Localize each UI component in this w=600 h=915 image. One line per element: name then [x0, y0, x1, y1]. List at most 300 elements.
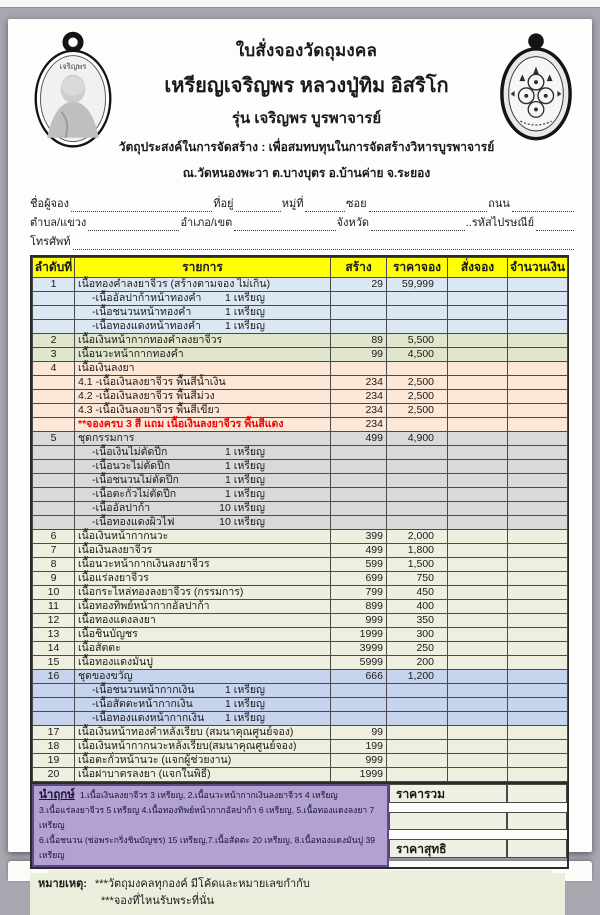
item-name: เนื้อแร่ลงยาจีวร	[78, 572, 149, 584]
row-number-cell	[33, 418, 75, 432]
first-batch-box	[32, 784, 389, 867]
table-row	[33, 320, 568, 334]
row-price-cell	[387, 516, 448, 530]
row-made-cell: 29	[331, 278, 387, 292]
road-label: ถนน	[488, 198, 510, 210]
row-amount-cell	[508, 334, 568, 348]
row-made-cell: 399	[331, 530, 387, 544]
notes-block	[30, 873, 565, 915]
phone-field	[73, 238, 574, 250]
row-number-cell	[33, 446, 75, 460]
row-order-cell	[448, 320, 508, 334]
row-price-cell: 250	[387, 642, 448, 656]
row-order-cell	[448, 642, 508, 656]
row-amount-cell	[508, 768, 568, 782]
item-name: เนื้อทองแดงมันปู	[78, 656, 153, 668]
row-item-cell	[75, 488, 331, 502]
batch-line-2: 3.เนื้อแร่ลงยาจีวร 5 เหรียญ 4.เนื้อทองทิพย์หน้ากากอัลปาก้า 6 เหรียญ, 5.เนื้อทองแดงลงยา 7 เหรียญ	[39, 805, 375, 830]
row-made-cell: 99	[331, 348, 387, 362]
note-line-2: ***จองที่ไหนรับพระที่นั่น	[101, 895, 215, 907]
row-price-cell: 4,500	[387, 348, 448, 362]
row-order-cell	[448, 404, 508, 418]
item-count: 1 เหรียญ	[224, 684, 265, 696]
item-name: -เนื้ออัลปาก้า	[92, 502, 151, 514]
item-name: -เนื้อทองแดงหน้ากากเงิน	[92, 712, 205, 724]
table-row	[33, 334, 568, 348]
row-price-cell	[387, 502, 448, 516]
row-item-cell	[75, 698, 331, 712]
province-field	[371, 219, 465, 231]
row-order-cell	[448, 544, 508, 558]
row-number-cell	[33, 404, 75, 418]
row-number-cell: 17	[33, 726, 75, 740]
form-title: ใบสั่งจองวัดถุมงคล	[235, 41, 378, 60]
row-number-cell	[33, 698, 75, 712]
row-made-cell: 234	[331, 390, 387, 404]
row-item-cell	[75, 754, 331, 768]
item-name: เนื้อทองทิพย์หน้ากากอัลปาก้า	[78, 600, 210, 612]
row-number-cell: 9	[33, 572, 75, 586]
row-amount-cell	[508, 432, 568, 446]
table-row	[33, 404, 568, 418]
row-made-cell	[331, 306, 387, 320]
row-price-cell	[387, 768, 448, 782]
batch-label: นำฤกษ์	[39, 789, 75, 801]
row-order-cell	[448, 754, 508, 768]
row-item-cell	[75, 376, 331, 390]
row-order-cell	[448, 684, 508, 698]
row-item-cell	[75, 362, 331, 376]
row-order-cell	[448, 446, 508, 460]
item-name: เนื้อเงินหน้ากากนวะหลังเรียบ(สมนาคุณศูนย์จอง)	[78, 740, 297, 752]
item-name: เนื้อฝาบาตรลงยา (แจกในพิธี)	[78, 768, 211, 780]
item-count: 1 เหรียญ	[224, 446, 265, 458]
table-row	[33, 544, 568, 558]
monk-portrait-medal	[30, 29, 116, 156]
row-order-cell	[448, 628, 508, 642]
row-amount-cell	[508, 362, 568, 376]
item-name: -เนื้อชนวนไม่ตัดปีก	[92, 474, 179, 486]
item-count: 10 เหรียญ	[219, 502, 265, 514]
table-row	[33, 572, 568, 586]
item-name: เนื้อนวะหน้ากากทองคำ	[78, 348, 184, 360]
row-number-cell: 18	[33, 740, 75, 754]
row-number-cell	[33, 460, 75, 474]
row-made-cell	[331, 320, 387, 334]
row-order-cell	[448, 656, 508, 670]
table-row	[33, 446, 568, 460]
row-amount-cell	[508, 656, 568, 670]
net-value-cell	[507, 839, 567, 858]
row-order-cell	[448, 334, 508, 348]
row-item-cell	[75, 474, 331, 488]
row-price-cell: 450	[387, 586, 448, 600]
row-item-cell	[75, 292, 331, 306]
row-price-cell: 1,500	[387, 558, 448, 572]
moo-field	[305, 200, 345, 212]
name-label: ชื่อผู้จอง	[30, 198, 69, 210]
item-count: 1 เหรียญ	[224, 474, 265, 486]
row-item-cell	[75, 684, 331, 698]
item-name: -เนื้อเงินไม่ตัดปีก	[92, 446, 168, 458]
row-number-cell	[33, 712, 75, 726]
totals-spacer-label	[389, 812, 507, 831]
row-item-cell	[75, 544, 331, 558]
row-item-cell	[75, 418, 331, 432]
row-item-cell	[75, 334, 331, 348]
batch-line-3: 6.เนื้อชนวน (ช่อพระกริ่งชินบัญชร) 15 เหรียญ,7.เนื้อสัตตะ 20 เหรียญ, 8.เนื้อทองแดงมันปู 39 เหรียญ	[39, 835, 376, 860]
item-name: เนื้อนวะหน้ากากเงินลงยาจีวร	[78, 558, 210, 570]
row-made-cell	[331, 698, 387, 712]
item-name: เนื้อเงินลงยาจีวร	[78, 544, 153, 556]
header-no: ลำดับที่	[33, 258, 75, 278]
row-price-cell: 1,200	[387, 670, 448, 684]
row-price-cell: 350	[387, 614, 448, 628]
item-count: 1 เหรียญ	[224, 460, 265, 472]
row-price-cell: 1,800	[387, 544, 448, 558]
form-line-3	[30, 231, 575, 250]
province-label: จังหวัด	[336, 217, 370, 229]
row-number-cell: 7	[33, 544, 75, 558]
row-order-cell	[448, 390, 508, 404]
table-row	[33, 670, 568, 684]
table-row	[33, 474, 568, 488]
row-amount-cell	[508, 586, 568, 600]
row-made-cell: 199	[331, 740, 387, 754]
row-number-cell: 1	[33, 278, 75, 292]
row-price-cell	[387, 740, 448, 754]
row-made-cell	[331, 446, 387, 460]
applicant-form	[30, 193, 575, 250]
row-number-cell: 10	[33, 586, 75, 600]
row-item-cell	[75, 460, 331, 474]
table-row	[33, 600, 568, 614]
row-amount-cell	[508, 446, 568, 460]
row-order-cell	[448, 516, 508, 530]
table-row	[33, 432, 568, 446]
table-row	[33, 628, 568, 642]
row-order-cell	[448, 432, 508, 446]
row-order-cell	[448, 348, 508, 362]
row-item-cell	[75, 642, 331, 656]
table-footer-section	[30, 784, 569, 869]
row-made-cell	[331, 502, 387, 516]
row-order-cell	[448, 600, 508, 614]
row-number-cell: 2	[33, 334, 75, 348]
row-item-cell	[75, 656, 331, 670]
row-price-cell: 750	[387, 572, 448, 586]
totals-grid	[389, 784, 567, 867]
monk-portrait-image	[30, 29, 116, 151]
row-amount-cell	[508, 390, 568, 404]
row-order-cell	[448, 418, 508, 432]
table-row	[33, 768, 568, 782]
row-amount-cell	[508, 600, 568, 614]
item-name: เนื้อเงินหน้ากากทองคำลงยาจีวร	[78, 334, 223, 346]
phone-label: โทรศัพท์	[30, 236, 71, 248]
row-amount-cell	[508, 404, 568, 418]
row-order-cell	[448, 502, 508, 516]
row-price-cell: 2,000	[387, 530, 448, 544]
item-name: 4.1 -เนื้อเงินลงยาจีวร พื้นสีน้ำเงิน	[78, 376, 226, 388]
row-amount-cell	[508, 530, 568, 544]
row-price-cell: 300	[387, 628, 448, 642]
row-made-cell: 99	[331, 726, 387, 740]
item-count: 1 เหรียญ	[224, 712, 265, 724]
item-name: -เนื้อชนวนหน้ากากเงิน	[92, 684, 195, 696]
title-block	[116, 29, 497, 183]
row-amount-cell	[508, 488, 568, 502]
row-made-cell	[331, 684, 387, 698]
row-number-cell	[33, 306, 75, 320]
item-name: -เนื้อทองแดงหน้าทองคำ	[92, 320, 201, 332]
row-item-cell	[75, 628, 331, 642]
row-made-cell: 5999	[331, 656, 387, 670]
table-row	[33, 306, 568, 320]
row-item-cell	[75, 502, 331, 516]
row-number-cell	[33, 390, 75, 404]
table-row	[33, 684, 568, 698]
soi-field	[369, 200, 488, 212]
item-count: 1 เหรียญ	[224, 698, 265, 710]
form-line-2	[30, 212, 575, 231]
item-name: ชุดของขวัญ	[78, 670, 133, 682]
total-value-cell	[507, 784, 567, 803]
row-amount-cell	[508, 628, 568, 642]
item-name: 4.2 -เนื้อเงินลงยาจีวร พื้นสีม่วง	[78, 390, 215, 402]
row-price-cell: 2,500	[387, 390, 448, 404]
row-number-cell: 6	[33, 530, 75, 544]
row-amount-cell	[508, 698, 568, 712]
row-order-cell	[448, 698, 508, 712]
row-number-cell: 20	[33, 768, 75, 782]
tambon-field	[88, 219, 179, 231]
row-order-cell	[448, 292, 508, 306]
row-amount-cell	[508, 642, 568, 656]
row-item-cell	[75, 572, 331, 586]
row-item-cell	[75, 712, 331, 726]
row-amount-cell	[508, 740, 568, 754]
row-order-cell	[448, 474, 508, 488]
item-name: เนื้อทองแดงลงยา	[78, 614, 156, 626]
row-amount-cell	[508, 292, 568, 306]
row-number-cell: 11	[33, 600, 75, 614]
medal-caption-text: เจริญพร	[59, 61, 87, 71]
row-order-cell	[448, 740, 508, 754]
row-item-cell	[75, 600, 331, 614]
row-number-cell	[33, 488, 75, 502]
row-amount-cell	[508, 754, 568, 768]
item-name: เนื้อเงินหน้าทองคำหลังเรียบ (สมนาคุณศูนย์จอง)	[78, 726, 294, 738]
table-row	[33, 278, 568, 292]
row-made-cell	[331, 460, 387, 474]
row-amount-cell	[508, 278, 568, 292]
road-field	[512, 200, 574, 212]
table-row	[33, 376, 568, 390]
header-amount: จำนวนเงิน	[508, 258, 568, 278]
row-price-cell	[387, 292, 448, 306]
row-price-cell	[387, 726, 448, 740]
table-row	[33, 516, 568, 530]
totals-spacer-value	[507, 812, 567, 831]
row-number-cell: 4	[33, 362, 75, 376]
row-amount-cell	[508, 306, 568, 320]
row-amount-cell	[508, 726, 568, 740]
row-amount-cell	[508, 418, 568, 432]
row-made-cell: 799	[331, 586, 387, 600]
item-name: เนื้อทองคำลงยาจีวร (สร้างตามจอง ไม่เกิน)	[78, 278, 271, 290]
row-made-cell	[331, 292, 387, 306]
total-label: ราคารวม	[389, 784, 507, 803]
item-count: 1 เหรียญ	[224, 320, 265, 332]
item-name: -เนื้อนวะไม่ตัดปีก	[92, 460, 171, 472]
row-item-cell	[75, 740, 331, 754]
row-made-cell: 666	[331, 670, 387, 684]
row-item-cell	[75, 404, 331, 418]
tambon-label: ตำบล/แขวง	[30, 217, 87, 229]
item-name: เนื้อเงินหน้ากากนวะ	[78, 530, 169, 542]
table-row	[33, 656, 568, 670]
row-number-cell: 3	[33, 348, 75, 362]
batch-line-1	[39, 788, 382, 803]
item-count: 10 เหรียญ	[219, 516, 265, 528]
row-order-cell	[448, 278, 508, 292]
header-price: ราคาจอง	[387, 258, 448, 278]
item-name: -เนื้อสัตตะหน้ากากเงิน	[92, 698, 193, 710]
item-name: -เนื้อทองแดงผิวไฟ	[92, 516, 175, 528]
row-price-cell	[387, 362, 448, 376]
row-item-cell	[75, 586, 331, 600]
row-price-cell	[387, 320, 448, 334]
row-number-cell: 13	[33, 628, 75, 642]
row-price-cell	[387, 306, 448, 320]
row-amount-cell	[508, 614, 568, 628]
row-order-cell	[448, 768, 508, 782]
table-row	[33, 418, 568, 432]
row-item-cell	[75, 390, 331, 404]
item-name: เนื้อสัตตะ	[78, 642, 121, 654]
row-number-cell: 15	[33, 656, 75, 670]
row-amount-cell	[508, 516, 568, 530]
row-order-cell	[448, 670, 508, 684]
row-made-cell: 3999	[331, 642, 387, 656]
table-row	[33, 586, 568, 600]
row-price-cell	[387, 712, 448, 726]
table-row	[33, 558, 568, 572]
row-order-cell	[448, 376, 508, 390]
row-order-cell	[448, 586, 508, 600]
row-made-cell	[331, 488, 387, 502]
row-price-cell: 2,500	[387, 376, 448, 390]
table-row	[33, 698, 568, 712]
header-order: สั่งจอง	[448, 258, 508, 278]
item-name: เนื้อเงินลงยา	[78, 362, 135, 374]
soi-label: ซอย	[346, 198, 367, 210]
address-label: ที่อยู่	[213, 198, 234, 210]
table-row	[33, 530, 568, 544]
row-amount-cell	[508, 502, 568, 516]
order-table-body	[33, 278, 568, 782]
row-order-cell	[448, 362, 508, 376]
amphoe-label: อำเภอ/เขต	[180, 217, 233, 229]
row-order-cell	[448, 558, 508, 572]
row-order-cell	[448, 460, 508, 474]
item-name: -เนื้ออัลปาก้าหน้าทองคำ	[92, 292, 202, 304]
row-order-cell	[448, 488, 508, 502]
row-price-cell	[387, 418, 448, 432]
row-order-cell	[448, 306, 508, 320]
row-number-cell	[33, 502, 75, 516]
row-price-cell	[387, 684, 448, 698]
form-line-1	[30, 193, 575, 212]
row-order-cell	[448, 726, 508, 740]
row-number-cell: 16	[33, 670, 75, 684]
table-row	[33, 502, 568, 516]
address-field	[236, 200, 281, 212]
row-amount-cell	[508, 572, 568, 586]
row-item-cell	[75, 670, 331, 684]
edition-name: รุ่น เจริญพร บูรพาจารย์	[231, 110, 382, 127]
row-made-cell	[331, 474, 387, 488]
row-price-cell: 4,900	[387, 432, 448, 446]
row-made-cell: 699	[331, 572, 387, 586]
row-item-cell	[75, 306, 331, 320]
table-row	[33, 292, 568, 306]
table-row	[33, 390, 568, 404]
table-row	[33, 460, 568, 474]
row-amount-cell	[508, 684, 568, 698]
item-name: เนื้อตะกั่วหน้านวะ (แจกผู้ช่วยงาน)	[78, 754, 232, 766]
row-price-cell: 400	[387, 600, 448, 614]
table-row	[33, 614, 568, 628]
row-amount-cell	[508, 460, 568, 474]
batch-text-1: 1.เนื้อเงินลงยาจีวร 3 เหรียญ, 2.เนื้อนวะหน้ากากเงินลงยาจีวร 4 เหรียญ	[79, 790, 338, 800]
item-name: 4.3 -เนื้อเงินลงยาจีวร พื้นสีเขียว	[78, 404, 220, 416]
document-header	[30, 29, 575, 183]
net-label: ราคาสุทธิ	[389, 839, 507, 858]
row-number-cell: 5	[33, 432, 75, 446]
row-order-cell	[448, 712, 508, 726]
order-table-wrap	[30, 255, 569, 784]
row-item-cell	[75, 348, 331, 362]
order-form-page	[8, 19, 592, 907]
table-header-row	[33, 258, 568, 278]
row-amount-cell	[508, 376, 568, 390]
row-price-cell: 5,500	[387, 334, 448, 348]
name-field	[71, 200, 212, 212]
row-item-cell	[75, 320, 331, 334]
row-made-cell: 499	[331, 432, 387, 446]
row-amount-cell	[508, 544, 568, 558]
table-row	[33, 362, 568, 376]
row-price-cell	[387, 474, 448, 488]
item-name: เนื้อชินบัญชร	[78, 628, 138, 640]
row-made-cell: 234	[331, 418, 387, 432]
table-row	[33, 726, 568, 740]
table-row	[33, 488, 568, 502]
order-table	[32, 257, 568, 782]
row-made-cell: 999	[331, 614, 387, 628]
row-price-cell: 59,999	[387, 278, 448, 292]
row-item-cell	[75, 614, 331, 628]
note-text-1: ***วัตถุมงคลทุกองค์ มีโค้ดและหมายเลขกำกับ	[94, 878, 310, 890]
row-item-cell	[75, 530, 331, 544]
row-made-cell: 234	[331, 404, 387, 418]
row-made-cell	[331, 516, 387, 530]
table-row	[33, 712, 568, 726]
row-price-cell	[387, 754, 448, 768]
row-number-cell	[33, 376, 75, 390]
